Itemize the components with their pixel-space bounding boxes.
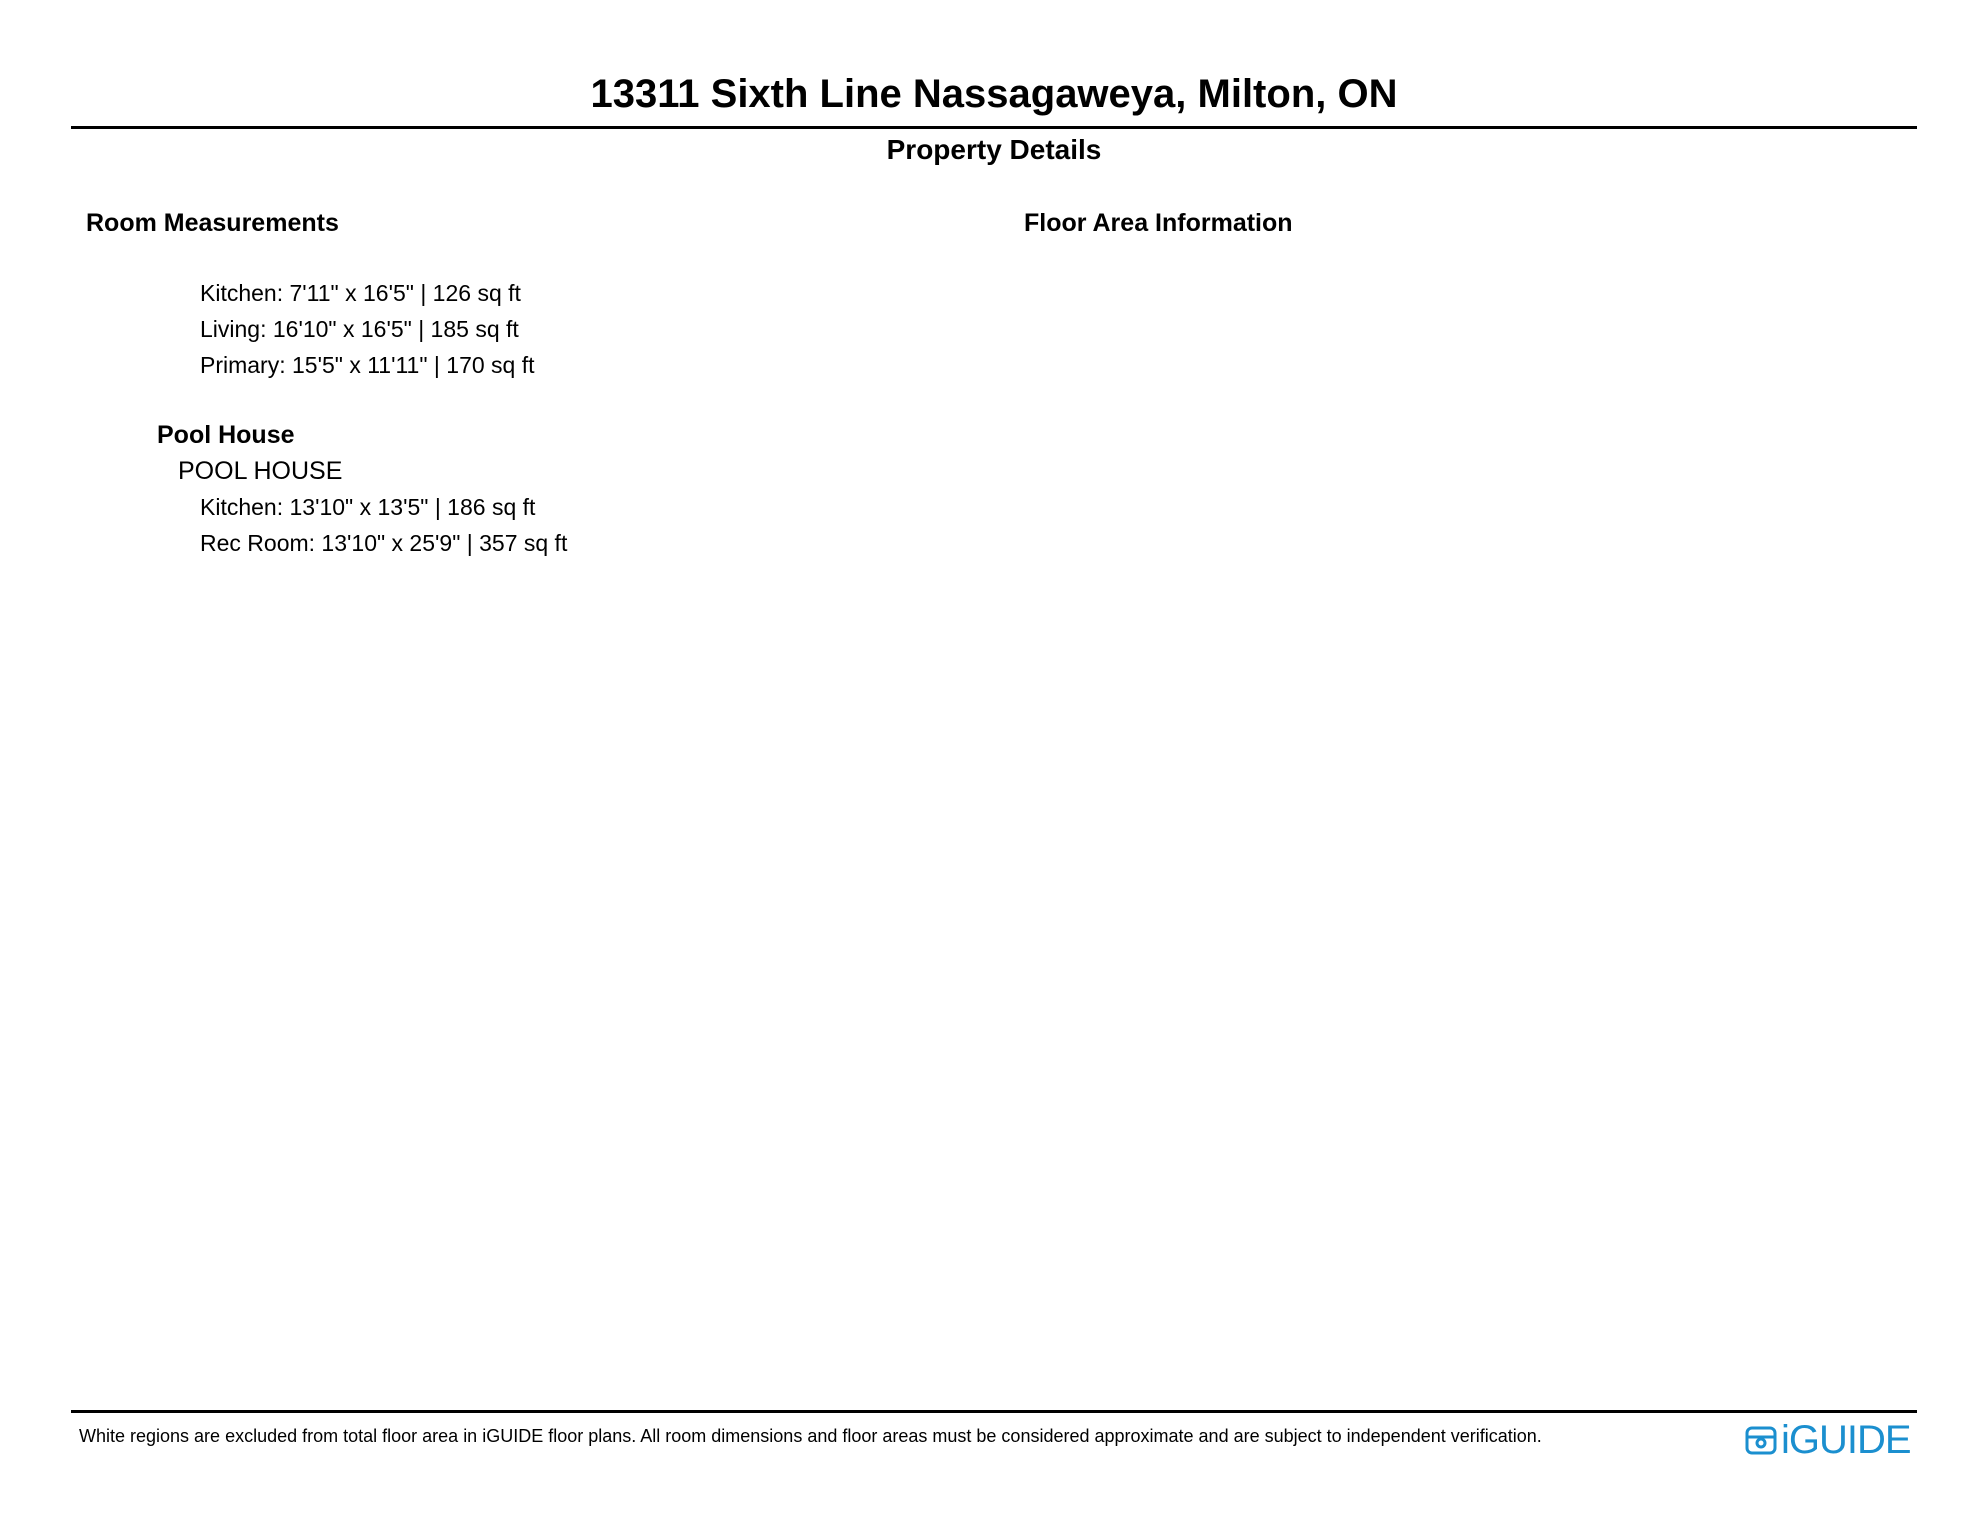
main-room-list	[86, 275, 986, 383]
building-block	[86, 417, 986, 561]
room-item: Primary: 15'5" x 11'11" | 170 sq ft	[200, 352, 535, 378]
room-item: Kitchen: 7'11" x 16'5" | 126 sq ft	[200, 280, 521, 306]
room-measurements-section	[86, 205, 986, 561]
page-subtitle: Property Details	[886, 134, 1102, 165]
room-item: Living: 16'10" x 16'5" | 185 sq ft	[200, 316, 519, 342]
room-item: Kitchen: 13'10" x 13'5" | 186 sq ft	[200, 494, 536, 520]
room-item: Rec Room: 13'10" x 25'9" | 357 sq ft	[200, 530, 568, 556]
brand-name: iGUIDE	[1781, 1418, 1911, 1462]
floor-area-section	[1024, 205, 1884, 241]
building-room-list	[157, 489, 986, 561]
iguide-logo-icon	[1745, 1424, 1777, 1456]
building-name: Pool House	[157, 421, 295, 449]
iguide-logo	[1745, 1418, 1911, 1462]
header-divider	[71, 126, 1917, 129]
page-title: 13311 Sixth Line Nassagaweya, Milton, ON	[590, 72, 1398, 116]
level-name: POOL HOUSE	[178, 457, 343, 485]
room-measurements-heading: Room Measurements	[86, 209, 339, 237]
footer-divider	[71, 1410, 1917, 1413]
floor-area-heading: Floor Area Information	[1024, 209, 1293, 237]
disclaimer-text: White regions are excluded from total floor area in iGUIDE floor plans. All room dimensions and floor areas must be considered approximate and are subject to independent verification.	[79, 1426, 1542, 1446]
